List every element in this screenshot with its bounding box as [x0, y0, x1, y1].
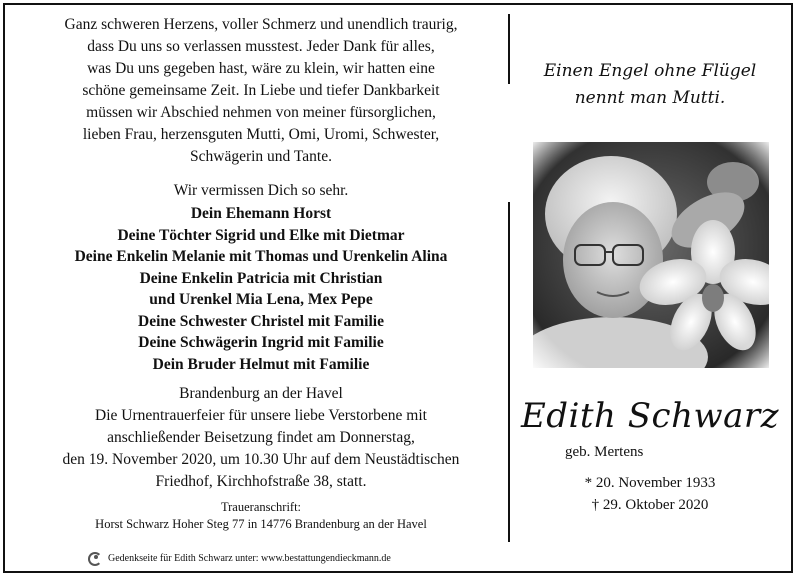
ceremony-line: Friedhof, Kirchhofstraße 38, statt. — [155, 473, 367, 490]
address-title: Traueranschrift: — [220, 500, 302, 514]
memorial-link[interactable]: Gedenkseite für Edith Schwarz unter: www.bestattungendieckmann.de — [108, 553, 391, 564]
ceremony-text — [22, 405, 500, 493]
family-member: Deine Enkelin Melanie mit Thomas und Urenkelin Alina — [74, 248, 448, 265]
family-member: Dein Ehemann Horst — [190, 205, 332, 222]
intro-line: Schwägerin und Tante. — [190, 148, 332, 165]
intro-line: lieben Frau, herzensguten Mutti, Omi, Uromi, Schwester, — [82, 126, 440, 143]
maiden-name: geb. Mertens — [565, 444, 644, 460]
miss-line: Wir vermissen Dich so sehr. — [173, 182, 349, 199]
quote-line: Einen Engel ohne Flügel — [543, 61, 757, 81]
divider-middle — [508, 202, 510, 542]
deceased-name: Edith Schwarz — [520, 396, 780, 436]
intro-line: Ganz schweren Herzens, voller Schmerz und unendlich traurig, — [64, 16, 458, 33]
intro-line: was Du uns gegeben hast, wäre zu klein, wir hatten eine — [87, 60, 435, 77]
death-date: † 29. Oktober 2020 — [591, 497, 709, 513]
intro-line: schöne gemeinsame Zeit. In Liebe und tiefer Dankbarkeit — [82, 82, 440, 99]
portrait-illustration — [533, 142, 769, 368]
city-line: Brandenburg an der Havel — [179, 385, 343, 402]
birth-date: * 20. November 1933 — [584, 475, 716, 491]
quote-line: nennt man Mutti. — [574, 88, 726, 108]
divider-top — [508, 14, 510, 84]
family-list — [22, 203, 500, 375]
quote — [515, 58, 785, 112]
intro-text — [22, 14, 500, 168]
ceremony-line: Die Urnentrauerfeier für unsere liebe Verstorbene mit — [95, 407, 427, 424]
ceremony-line: den 19. November 2020, um 10.30 Uhr auf dem Neustädtischen — [62, 451, 460, 468]
left-column — [22, 14, 500, 533]
funeral-home-logo-icon — [88, 552, 102, 566]
life-dates — [515, 472, 785, 516]
family-member: und Urenkel Mia Lena, Mex Pepe — [149, 291, 373, 308]
intro-line: müssen wir Abschied nehmen von meiner fürsorglichen, — [86, 104, 436, 121]
family-member: Deine Schwägerin Ingrid mit Familie — [138, 334, 384, 351]
portrait-photo — [533, 142, 769, 368]
address-line: Horst Schwarz Hoher Steg 77 in 14776 Brandenburg an der Havel — [95, 517, 427, 531]
ceremony-line: anschließender Beisetzung findet am Donnerstag, — [107, 429, 415, 446]
family-member: Deine Schwester Christel mit Familie — [138, 312, 384, 330]
memorial-footer — [88, 552, 448, 566]
intro-line: dass Du uns so verlassen musstest. Jeder Dank für alles, — [87, 38, 435, 55]
family-member: Deine Töchter Sigrid und Elke mit Dietmar — [117, 226, 405, 244]
family-member: Dein Bruder Helmut mit Familie — [152, 355, 370, 373]
family-member: Deine Enkelin Patricia mit Christian — [139, 269, 383, 287]
